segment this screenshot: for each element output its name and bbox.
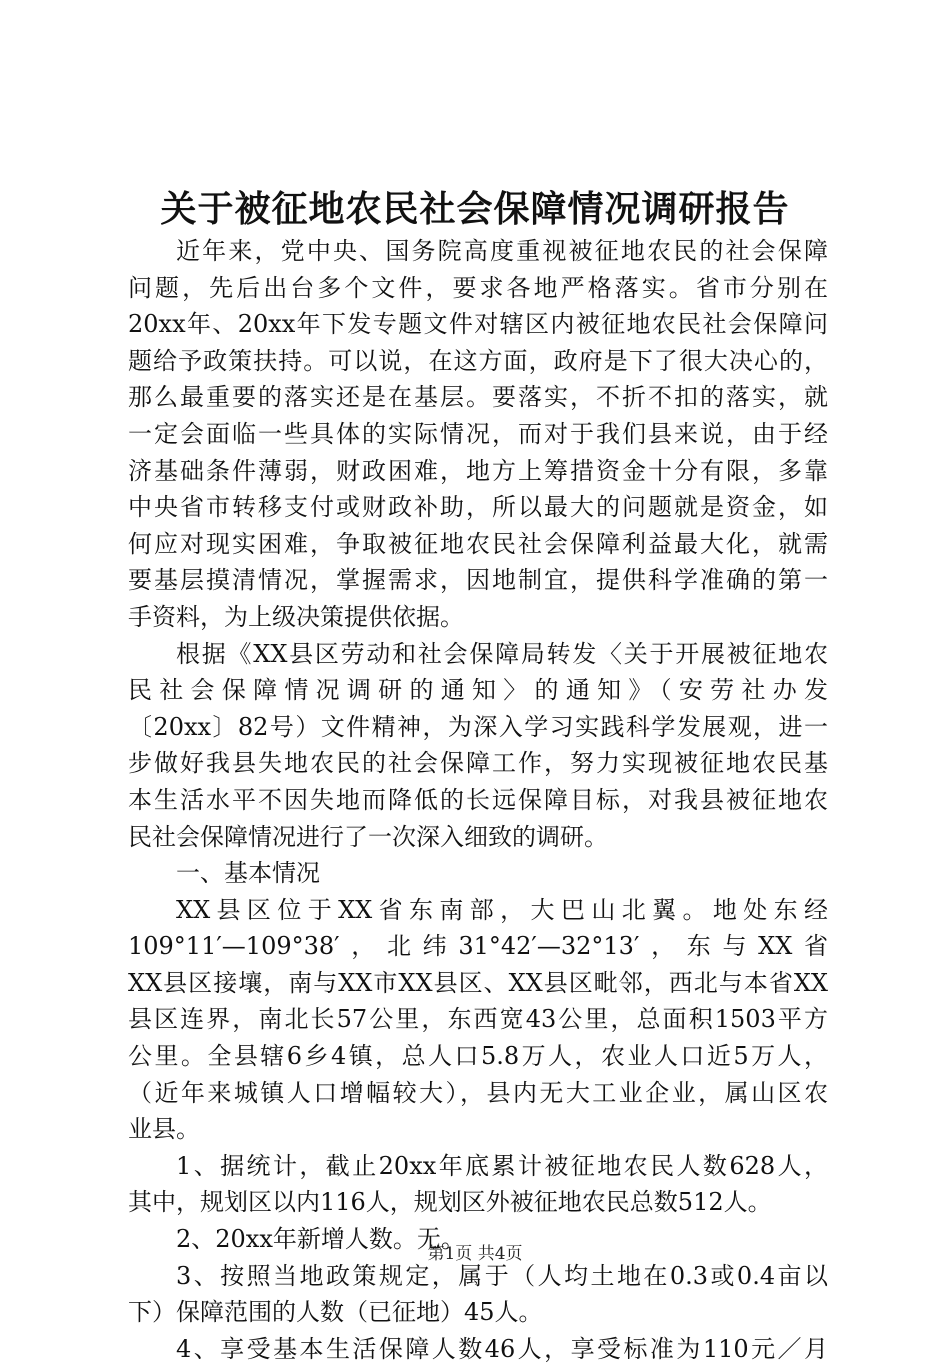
- body-line: 其中，规划区以内116人，规划区外被征地农民总数512人。: [128, 1188, 772, 1217]
- document-title: 关于被征地农民社会保障情况调研报告: [160, 188, 790, 230]
- body-line: 民社会保障情况进行了一次深入细致的调研。: [128, 822, 608, 851]
- body-line: 手资料，为上级决策提供依据。: [128, 602, 464, 631]
- body-line: （近年来城镇人口增幅较大），县内无大工业企业，属山区农: [128, 1078, 828, 1107]
- body-line: 2、20xx年新增人数。无。: [176, 1225, 465, 1254]
- body-line: 公里。全县辖6乡4镇，总人口5.8万人，农业人口近5万人，: [128, 1042, 828, 1071]
- body-line: 问题，先后出台多个文件，要求各地严格落实。省市分别在: [128, 273, 828, 302]
- body-line: 近年来，党中央、国务院高度重视被征地农民的社会保障: [176, 237, 828, 265]
- section-heading: 一、基本情况: [176, 859, 320, 888]
- body-line: 那么最重要的落实还是在基层。要落实，不折不扣的落实，就: [128, 383, 828, 412]
- page-number: 第1页 共4页: [427, 1244, 523, 1264]
- body-line: XX县区接壤，南与XX市XX县区、XX县区毗邻，西北与本省XX: [128, 968, 828, 997]
- body-line: 民社会保障情况调研的通知〉的通知》（安劳社办发: [128, 676, 828, 705]
- body-line: 下）保障范围的人数（已征地）45人。: [128, 1298, 543, 1327]
- body-line: 根据《XX县区劳动和社会保障局转发〈关于开展被征地农: [176, 639, 828, 668]
- body-line: 济基础条件薄弱，财政困难，地方上筹措资金十分有限，多靠: [128, 456, 828, 485]
- body-line: 4、享受基本生活保障人数46人，享受标准为110元／月: [176, 1334, 828, 1363]
- body-line: 1、据统计，截止20xx年底累计被征地农民人数628人，: [176, 1151, 828, 1180]
- body-line: 业县。: [128, 1115, 200, 1144]
- body-line: 步做好我县失地农民的社会保障工作，努力实现被征地农民基: [128, 749, 828, 778]
- document-body: [128, 233, 828, 1367]
- body-line: 3、按照当地政策规定，属于（人均土地在0.3或0.4亩以: [176, 1261, 828, 1290]
- body-line: 要基层摸清情况，掌握需求，因地制宜，提供科学准确的第一: [128, 566, 828, 595]
- body-line: 一定会面临一些具体的实际情况，而对于我们县来说，由于经: [128, 419, 828, 448]
- body-line: 〔20xx〕82号）文件精神，为深入学习实践科学发展观，进一: [128, 712, 828, 741]
- body-line: 题给予政策扶持。可以说，在这方面，政府是下了很大决心的，: [128, 346, 828, 375]
- body-line: 县区连界，南北长57公里，东西宽43公里，总面积1503平方: [128, 1005, 828, 1034]
- body-line: XX县区位于XX省东南部，大巴山北翼。地处东经: [176, 895, 828, 924]
- body-line: 20xx年、20xx年下发专题文件对辖区内被征地农民社会保障问: [128, 310, 828, 339]
- body-line: 中央省市转移支付或财政补助，所以最大的问题就是资金，如: [128, 493, 828, 522]
- body-line: 109°11′—109°38′，北纬31°42′—32°13′，东与XX省: [128, 932, 828, 961]
- body-line: 何应对现实困难，争取被征地农民社会保障利益最大化，就需: [128, 529, 828, 558]
- body-line: 本生活水平不因失地而降低的长远保障目标，对我县被征地农: [128, 785, 828, 814]
